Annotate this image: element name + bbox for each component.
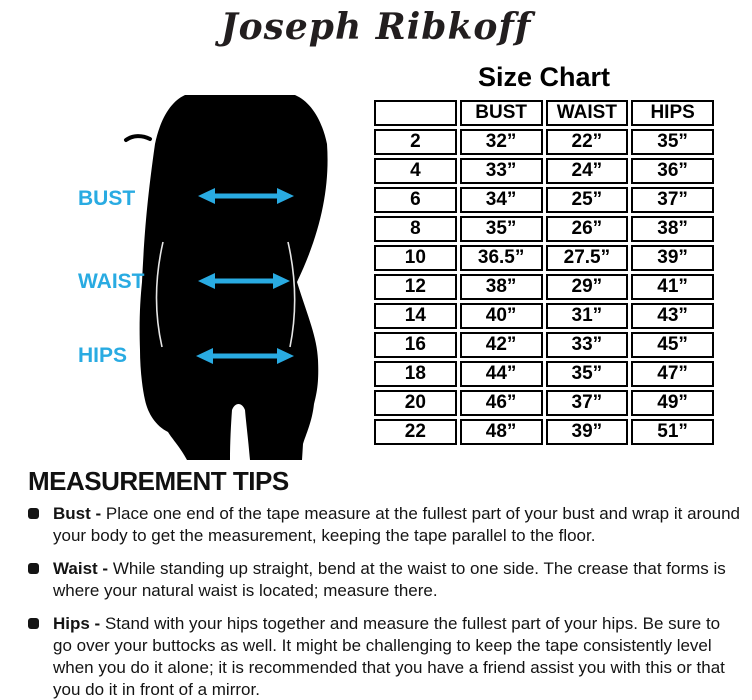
size-cell-size: 10	[374, 245, 457, 271]
size-row	[374, 361, 714, 387]
size-cell-hips: 35”	[631, 129, 714, 155]
brand-logo: Joseph Ribkoff	[220, 6, 532, 48]
size-chart-title: Size Chart	[477, 62, 611, 92]
size-chart-body	[374, 129, 714, 445]
waist-column-header: WAIST	[546, 100, 629, 126]
size-cell-waist: 37”	[546, 390, 629, 416]
size-cell-size: 2	[374, 129, 457, 155]
size-cell-bust: 40”	[460, 303, 543, 329]
size-cell-waist: 25”	[546, 187, 629, 213]
size-cell-hips: 47”	[631, 361, 714, 387]
size-row	[374, 187, 714, 213]
size-row	[374, 274, 714, 300]
bullet-icon	[28, 618, 39, 629]
size-cell-bust: 33”	[460, 158, 543, 184]
size-cell-hips: 45”	[631, 332, 714, 358]
size-cell-waist: 39”	[546, 419, 629, 445]
size-cell-size: 4	[374, 158, 457, 184]
size-cell-bust: 44”	[460, 361, 543, 387]
size-chart-header-row	[374, 100, 714, 126]
size-cell-waist: 26”	[546, 216, 629, 242]
hair-strand	[126, 136, 150, 140]
size-row	[374, 419, 714, 445]
size-row	[374, 245, 714, 271]
size-row	[374, 158, 714, 184]
size-cell-bust: 35”	[460, 216, 543, 242]
size-cell-waist: 27.5”	[546, 245, 629, 271]
size-cell-bust: 34”	[460, 187, 543, 213]
bust-column-header: BUST	[460, 100, 543, 126]
size-row	[374, 332, 714, 358]
tip-text: Bust - Place one end of the tape measure at the fullest part of your bust and wrap it around your body to get the measurement, keeping the tape parallel to the floor.	[53, 504, 741, 545]
measurement-tips-list	[28, 503, 740, 700]
size-cell-hips: 37”	[631, 187, 714, 213]
size-row	[374, 390, 714, 416]
hips-column-header: HIPS	[631, 100, 714, 126]
size-cell-waist: 31”	[546, 303, 629, 329]
female-silhouette-diagram	[118, 92, 348, 464]
size-cell-size: 12	[374, 274, 457, 300]
size-chart-table	[371, 97, 717, 448]
size-cell-hips: 39”	[631, 245, 714, 271]
size-cell-waist: 24”	[546, 158, 629, 184]
size-cell-size: 18	[374, 361, 457, 387]
size-cell-size: 16	[374, 332, 457, 358]
size-cell-hips: 41”	[631, 274, 714, 300]
size-cell-bust: 48”	[460, 419, 543, 445]
size-cell-bust: 42”	[460, 332, 543, 358]
measurement-tips-heading: MEASUREMENT TIPS	[28, 466, 289, 496]
tip-text: Hips - Stand with your hips together and measure the fullest part of your hips. Be sure to go over your buttocks as well. It might be challenging to keep the tape consistently level when you do it alone; it is recommended that you have a friend assist you with this or that you do it in front of a mirror.	[53, 614, 725, 699]
size-cell-bust: 38”	[460, 274, 543, 300]
size-cell-waist: 22”	[546, 129, 629, 155]
tip-item	[28, 613, 740, 700]
size-cell-hips: 51”	[631, 419, 714, 445]
size-row	[374, 129, 714, 155]
size-cell-size: 20	[374, 390, 457, 416]
hips-label: HIPS	[78, 344, 128, 367]
size-cell-hips: 38”	[631, 216, 714, 242]
size-row	[374, 303, 714, 329]
size-cell-bust: 32”	[460, 129, 543, 155]
size-cell-waist: 35”	[546, 361, 629, 387]
bullet-icon	[28, 508, 39, 519]
size-cell-size: 8	[374, 216, 457, 242]
size-column-header	[374, 100, 457, 126]
size-row	[374, 216, 714, 242]
tip-item	[28, 503, 740, 547]
bullet-icon	[28, 563, 39, 574]
size-cell-waist: 33”	[546, 332, 629, 358]
tip-item	[28, 558, 740, 602]
bust-label: BUST	[78, 187, 136, 210]
size-cell-bust: 36.5”	[460, 245, 543, 271]
size-cell-bust: 46”	[460, 390, 543, 416]
size-cell-hips: 43”	[631, 303, 714, 329]
tip-text: Waist - While standing up straight, bend at the waist to one side. The crease that forms is where your natural waist is located; measure there.	[53, 559, 726, 600]
size-cell-size: 6	[374, 187, 457, 213]
size-cell-size: 14	[374, 303, 457, 329]
size-cell-hips: 36”	[631, 158, 714, 184]
size-cell-hips: 49”	[631, 390, 714, 416]
waist-label: WAIST	[78, 270, 145, 293]
size-cell-waist: 29”	[546, 274, 629, 300]
size-cell-size: 22	[374, 419, 457, 445]
female-silhouette	[140, 95, 328, 460]
